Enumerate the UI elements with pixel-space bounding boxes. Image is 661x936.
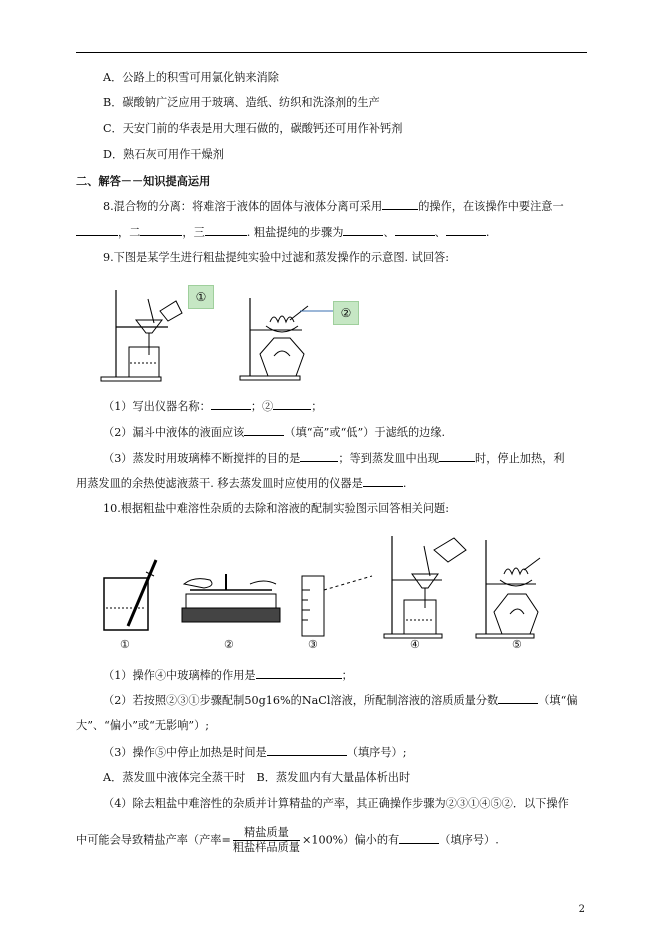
q9-part1 (103, 398, 322, 415)
q10-p5-a: 中可能会导致精盐产率（产率= (76, 833, 231, 847)
q10-part2 (103, 692, 578, 709)
option-d: D．熟石灰可用作干燥剂 (103, 148, 224, 161)
q10-p1-b: ； (341, 669, 353, 682)
blank[interactable] (211, 398, 251, 410)
q10-p5-b: ×100%）偏小的有 (301, 833, 400, 847)
blank[interactable] (273, 398, 311, 410)
blank[interactable] (382, 198, 418, 210)
label-1: ① (188, 285, 214, 309)
fig-label-1: ① (120, 638, 130, 651)
blank[interactable] (140, 224, 182, 236)
filtration-figure (382, 536, 472, 640)
blank[interactable] (244, 424, 284, 436)
balance-scale-figure (178, 570, 284, 632)
measuring-cylinder-figure (298, 570, 378, 640)
q9-p4-b: . (402, 477, 407, 490)
q9-p1-b: ；② (250, 400, 274, 413)
leader-line (300, 303, 335, 315)
blank[interactable] (205, 224, 247, 236)
q10-p2-a: （2）若按照②③①步骤配制50g16%的NaCl溶液，所配制溶液的溶质质量分数 (103, 694, 499, 707)
q9-p2-b: （填“高”或“低”）于滤纸的边缘. (284, 426, 446, 439)
q8-end: . (485, 226, 490, 239)
fig-label-4: ④ (410, 638, 420, 651)
page-number: 2 (578, 904, 585, 915)
q9-p2-a: （2）漏斗中液体的液面应该 (103, 426, 245, 439)
q10-part2-cont: 大”、“偏小”或“无影响”）; (76, 719, 210, 732)
section-title: 二、解答－－知识提高运用 (76, 174, 211, 188)
evaporation-figure (474, 540, 554, 640)
header-rule (76, 52, 587, 53)
q10-p3-b: （填序号）; (346, 746, 407, 759)
q9-p3-a: （3）蒸发时用玻璃棒不断搅拌的目的是 (103, 452, 301, 465)
q8-line2 (76, 224, 489, 241)
beaker-stirring-figure (98, 558, 162, 638)
blank[interactable] (256, 667, 342, 679)
q10-intro: 10.根据粗盐中难溶性杂质的去除和溶液的配制实验图示回答相关问题: (103, 502, 450, 515)
q10-part1 (103, 667, 353, 684)
label-2: ② (333, 301, 359, 325)
q8-sep-1: 、 (383, 226, 395, 239)
option-a: A．公路上的积雪可用氯化钠来消除 (103, 71, 279, 84)
fig-label-2: ② (224, 638, 234, 651)
q9-p3-b: ；等到蒸发皿中出现 (338, 452, 440, 465)
fraction-numerator: 精盐质量 (233, 826, 300, 841)
fraction-denominator: 粗盐样品质量 (232, 841, 300, 854)
q9-part2 (103, 424, 445, 441)
q10-p2-b: （填“偏 (538, 694, 578, 707)
q10-part5 (76, 826, 499, 855)
q10-options: A．蒸发皿中液体完全蒸干时 B．蒸发皿内有大量晶体析出时 (103, 771, 411, 784)
yield-fraction (233, 826, 300, 855)
blank[interactable] (439, 450, 475, 462)
q8-text-d: ，三 (182, 226, 205, 239)
q8-line1 (103, 198, 564, 215)
fig-label-3: ③ (308, 638, 318, 651)
q9-part3 (103, 450, 565, 467)
q8-text-c: ，二 (118, 226, 141, 239)
blank[interactable] (446, 224, 486, 236)
q8-text-b: 的操作，在该操作中要注意一 (418, 200, 564, 213)
q10-part3 (103, 744, 406, 761)
blank[interactable] (343, 224, 383, 236)
blank[interactable] (363, 475, 403, 487)
q9-p3-c: 时，停止加热，利 (475, 452, 565, 465)
option-c: C．天安门前的华表是用大理石做的，碳酸钙还可用作补钙剂 (103, 122, 403, 135)
q9-p1-a: （1）写出仪器名称： (103, 400, 211, 413)
q9-part3-cont (76, 475, 406, 492)
q10-p1-a: （1）操作④中玻璃棒的作用是 (103, 669, 256, 682)
fig-label-5: ⑤ (512, 638, 522, 651)
option-b: B．碳酸钠广泛应用于玻璃、造纸、纺织和洗涤剂的生产 (103, 96, 380, 109)
blank[interactable] (498, 692, 538, 704)
blank[interactable] (267, 744, 347, 756)
q10-p3-a: （3）操作⑤中停止加热是时间是 (103, 746, 267, 759)
q10-p5-c: （填序号）. (439, 833, 499, 847)
blank[interactable] (395, 224, 435, 236)
blank[interactable] (300, 450, 338, 462)
q8-text-a: 8.混合物的分离：将难溶于液体的固体与液体分离可采用 (103, 200, 383, 213)
q9-p4-a: 用蒸发皿的余热使滤液蒸干. 移去蒸发皿时应使用的仪器是 (76, 477, 363, 490)
q9-intro: 9.下图是某学生进行粗盐提纯实验中过滤和蒸发操作的示意图. 试回答: (103, 251, 449, 264)
q9-p1-c: ； (311, 400, 323, 413)
q8-text-e: . 粗盐提纯的步骤为 (246, 226, 344, 239)
blank[interactable] (399, 832, 439, 844)
blank[interactable] (76, 224, 118, 236)
q10-part4: （4）除去粗盐中难溶性的杂质并计算精盐的产率，其正确操作步骤为②③①④⑤②．以下操作 (103, 797, 569, 810)
q8-sep-2: 、 (434, 226, 446, 239)
